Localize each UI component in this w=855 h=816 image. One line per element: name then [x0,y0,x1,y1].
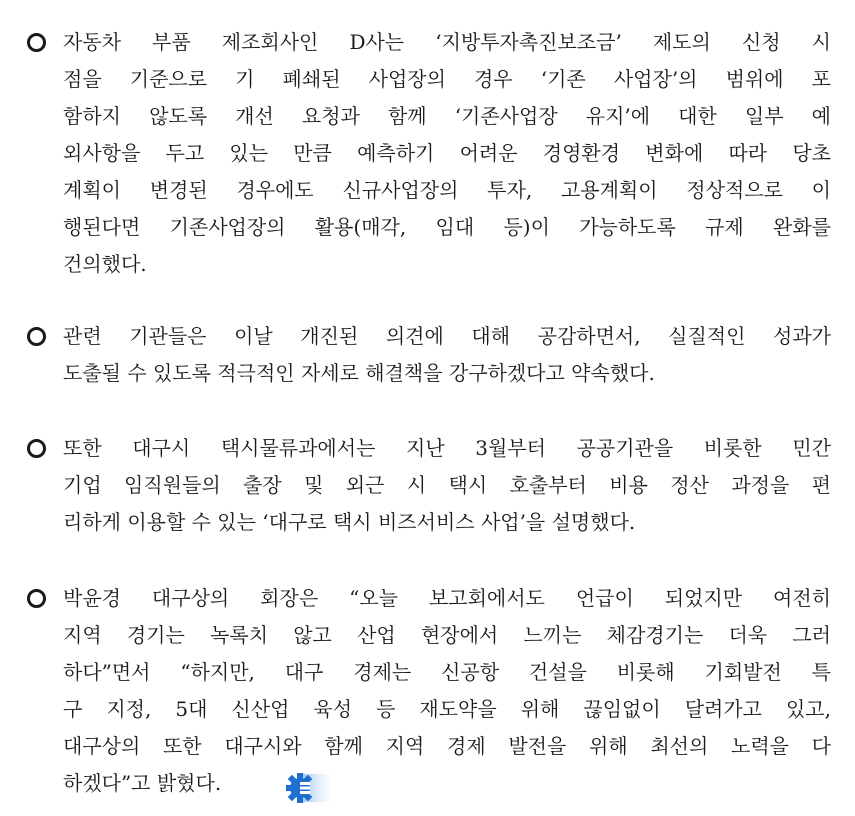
paragraph-line: 행된다면 기존사업장의 활용(매각, 임대 등)이 가능하도록 규제 완화를 [63,215,831,239]
paragraph-line: 리하게 이용할 수 있는 ‘대구로 택시 비즈서비스 사업’을 설명했다. [63,510,636,534]
paragraph-line: 기업 임직원들의 출장 및 외근 시 택시 호출부터 비용 정산 과정을 편 [63,473,831,497]
paragraph-line: 박윤경 대구상의 회장은 “오늘 보고회에서도 언급이 되었지만 여전히 [63,586,831,610]
paragraph-line: 하다”면서 “하지만, 대구 경제는 신공항 건설을 비롯해 기회발전 특 [63,660,831,684]
paragraph-line: 관련 기관들은 이날 개진된 의견에 대해 공감하면서, 실질적인 성과가 [63,324,831,348]
paragraph-line: 함하지 않도록 개선 요청과 함께 ‘기존사업장 유지’에 대한 일부 예 [63,104,831,128]
circle-bullet-icon [27,33,46,52]
paragraph-line: 건의했다. [63,252,147,276]
paragraph-line: 또한 대구시 택시물류과에서는 지난 3월부터 공공기관을 비롯한 민간 [63,436,831,460]
paragraph-line: 지역 경기는 녹록치 않고 산업 현장에서 느끼는 체감경기는 더욱 그러 [63,623,831,647]
circle-bullet-icon [27,439,46,458]
gear-logo-icon [286,771,330,805]
paragraph-line: 대구상의 또한 대구시와 함께 지역 경제 발전을 위해 최선의 노력을 다 [63,734,831,758]
circle-bullet-icon [27,589,46,608]
paragraph-line: 자동차 부품 제조회사인 D사는 ‘지방투자촉진보조금’ 제도의 신청 시 [63,30,831,54]
paragraph-line: 외사항을 두고 있는 만큼 예측하기 어려운 경영환경 변화에 따라 당초 [63,141,831,165]
paragraph-line: 계획이 변경된 경우에도 신규사업장의 투자, 고용계획이 정상적으로 이 [63,178,831,202]
paragraph-line: 점을 기준으로 기 폐쇄된 사업장의 경우 ‘기존 사업장’의 범위에 포 [63,67,831,91]
paragraph-line: 도출될 수 있도록 적극적인 자세로 해결책을 강구하겠다고 약속했다. [63,361,655,385]
paragraph-line: 하겠다”고 밝혔다. [63,771,222,795]
paragraph-line: 구 지정, 5대 신산업 육성 등 재도약을 위해 끊임없이 달려가고 있고, [63,697,831,721]
circle-bullet-icon [27,327,46,346]
